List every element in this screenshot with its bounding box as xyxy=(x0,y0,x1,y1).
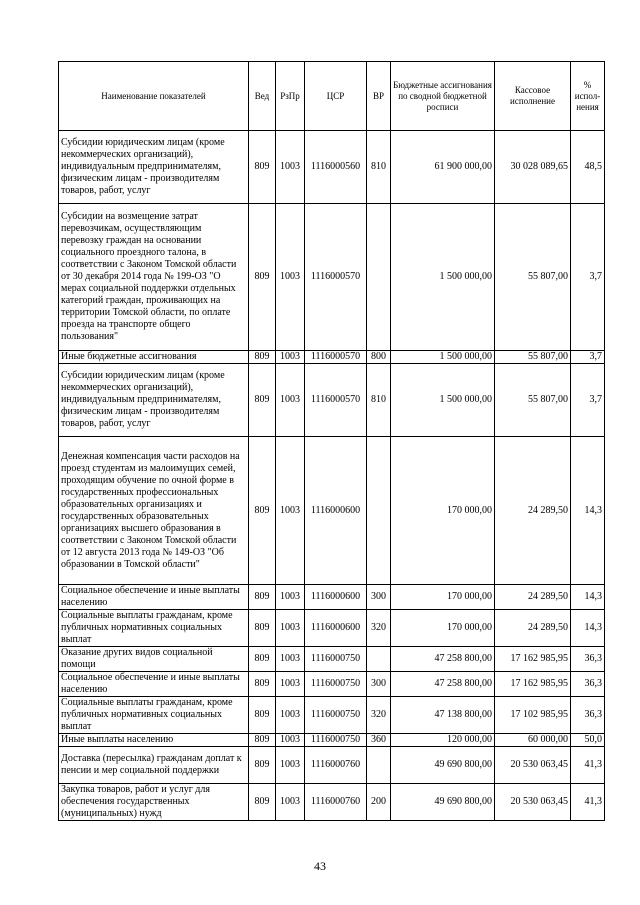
row-ved: 809 xyxy=(249,585,276,610)
row-cash: 20 530 063,45 xyxy=(495,747,571,784)
row-percent: 41,3 xyxy=(571,784,605,821)
row-csr: 1116000750 xyxy=(305,672,367,697)
row-rzpr: 1003 xyxy=(276,131,305,204)
row-vr: 360 xyxy=(367,734,391,747)
row-ved: 809 xyxy=(249,204,276,351)
row-rzpr: 1003 xyxy=(276,585,305,610)
row-percent: 50,0 xyxy=(571,734,605,747)
row-budget: 47 258 800,00 xyxy=(391,647,495,672)
table-row xyxy=(59,351,605,364)
row-vr: 320 xyxy=(367,697,391,734)
row-percent: 14,3 xyxy=(571,610,605,647)
row-rzpr: 1003 xyxy=(276,734,305,747)
row-rzpr: 1003 xyxy=(276,747,305,784)
row-budget: 61 900 000,00 xyxy=(391,131,495,204)
row-rzpr: 1003 xyxy=(276,784,305,821)
row-name: Социальные выплаты гражданам, кроме публичных нормативных социальных выплат xyxy=(59,697,249,734)
row-budget: 49 690 800,00 xyxy=(391,747,495,784)
row-ved: 809 xyxy=(249,131,276,204)
header-csr: ЦСР xyxy=(305,62,367,131)
row-vr: 300 xyxy=(367,672,391,697)
row-vr: 810 xyxy=(367,364,391,437)
table-row xyxy=(59,747,605,784)
row-csr: 1116000750 xyxy=(305,697,367,734)
row-cash: 55 807,00 xyxy=(495,204,571,351)
table-row xyxy=(59,131,605,204)
row-ved: 809 xyxy=(249,734,276,747)
table-row xyxy=(59,585,605,610)
row-cash: 24 289,50 xyxy=(495,585,571,610)
row-cash: 55 807,00 xyxy=(495,364,571,437)
row-name: Социальные выплаты гражданам, кроме публичных нормативных социальных выплат xyxy=(59,610,249,647)
row-vr: 800 xyxy=(367,351,391,364)
row-rzpr: 1003 xyxy=(276,647,305,672)
row-percent: 3,7 xyxy=(571,204,605,351)
row-cash: 17 102 985,95 xyxy=(495,697,571,734)
table-row xyxy=(59,610,605,647)
header-ved: Вед xyxy=(249,62,276,131)
header-budget: Бюджетные ассигнования по сводной бюджетной росписи xyxy=(391,62,495,131)
row-percent: 14,3 xyxy=(571,585,605,610)
row-csr: 1116000750 xyxy=(305,647,367,672)
row-vr xyxy=(367,747,391,784)
row-name: Закупка товаров, работ и услуг для обеспечения государственных (муниципальных) нужд xyxy=(59,784,249,821)
row-budget: 170 000,00 xyxy=(391,585,495,610)
row-ved: 809 xyxy=(249,672,276,697)
table-row xyxy=(59,204,605,351)
row-percent: 36,3 xyxy=(571,647,605,672)
table-row xyxy=(59,364,605,437)
row-rzpr: 1003 xyxy=(276,672,305,697)
row-cash: 17 162 985,95 xyxy=(495,672,571,697)
row-rzpr: 1003 xyxy=(276,697,305,734)
table-row xyxy=(59,697,605,734)
budget-execution-table xyxy=(58,61,605,821)
row-csr: 1116000570 xyxy=(305,204,367,351)
table-header-row xyxy=(59,62,605,131)
row-csr: 1116000750 xyxy=(305,734,367,747)
row-name: Иные выплаты населению xyxy=(59,734,249,747)
page-number: 43 xyxy=(314,859,326,873)
row-cash: 24 289,50 xyxy=(495,437,571,585)
row-percent: 3,7 xyxy=(571,364,605,437)
row-cash: 24 289,50 xyxy=(495,610,571,647)
row-percent: 41,3 xyxy=(571,747,605,784)
table-row xyxy=(59,672,605,697)
table-row xyxy=(59,437,605,585)
row-name: Доставка (пересылка) гражданам доплат к пенсии и мер социальной поддержки xyxy=(59,747,249,784)
row-cash: 17 162 985,95 xyxy=(495,647,571,672)
row-ved: 809 xyxy=(249,697,276,734)
row-percent: 3,7 xyxy=(571,351,605,364)
table-row xyxy=(59,734,605,747)
row-cash: 30 028 089,65 xyxy=(495,131,571,204)
row-vr xyxy=(367,204,391,351)
row-percent: 36,3 xyxy=(571,672,605,697)
row-budget: 1 500 000,00 xyxy=(391,364,495,437)
table-row xyxy=(59,647,605,672)
row-percent: 36,3 xyxy=(571,697,605,734)
header-rzpr: РзПр xyxy=(276,62,305,131)
row-vr xyxy=(367,437,391,585)
row-budget: 47 138 800,00 xyxy=(391,697,495,734)
row-budget: 1 500 000,00 xyxy=(391,351,495,364)
row-name: Субсидии на возмещение затрат перевозчикам, осуществляющим перевозку граждан на основании социального проездного талона, в соответствии с Законом Томской области от 30 декабря 2014 года № 199-ОЗ "О мерах социальной поддержки отдельных категорий граждан, проживающих на территории Томской области, по оплате проезда на транспорте общего пользования" xyxy=(59,204,249,351)
row-rzpr: 1003 xyxy=(276,437,305,585)
row-csr: 1116000600 xyxy=(305,585,367,610)
row-percent: 48,5 xyxy=(571,131,605,204)
row-name: Оказание других видов социальной помощи xyxy=(59,647,249,672)
row-vr xyxy=(367,647,391,672)
row-csr: 1116000760 xyxy=(305,747,367,784)
row-csr: 1116000600 xyxy=(305,610,367,647)
row-ved: 809 xyxy=(249,747,276,784)
row-cash: 60 000,00 xyxy=(495,734,571,747)
header-cash: Кассовое исполнение xyxy=(495,62,571,131)
row-ved: 809 xyxy=(249,784,276,821)
row-cash: 55 807,00 xyxy=(495,351,571,364)
row-csr: 1116000760 xyxy=(305,784,367,821)
row-ved: 809 xyxy=(249,647,276,672)
row-name: Субсидии юридическим лицам (кроме некоммерческих организаций), индивидуальным предпринимателям, физическим лицам - производителям товаров, работ, услуг xyxy=(59,364,249,437)
row-budget: 1 500 000,00 xyxy=(391,204,495,351)
row-name: Субсидии юридическим лицам (кроме некоммерческих организаций), индивидуальным предпринимателям, физическим лицам - производителям товаров, работ, услуг xyxy=(59,131,249,204)
row-csr: 1116000570 xyxy=(305,351,367,364)
row-budget: 49 690 800,00 xyxy=(391,784,495,821)
row-csr: 1116000600 xyxy=(305,437,367,585)
row-ved: 809 xyxy=(249,437,276,585)
row-csr: 1116000570 xyxy=(305,364,367,437)
row-vr: 320 xyxy=(367,610,391,647)
header-vr: ВР xyxy=(367,62,391,131)
row-name: Социальное обеспечение и иные выплаты населению xyxy=(59,672,249,697)
row-rzpr: 1003 xyxy=(276,610,305,647)
row-vr: 810 xyxy=(367,131,391,204)
row-csr: 1116000560 xyxy=(305,131,367,204)
row-rzpr: 1003 xyxy=(276,364,305,437)
row-name: Денежная компенсация части расходов на проезд студентам из малоимущих семей, проходящим обучение по очной форме в государственных профессиональных образовательных организациях и государственных образовательных организациях высшего образования в соответствии с Законом Томской области от 12 августа 2013 года № 149-ОЗ "Об образовании в Томской области" xyxy=(59,437,249,585)
table-row xyxy=(59,784,605,821)
row-budget: 170 000,00 xyxy=(391,610,495,647)
row-budget: 47 258 800,00 xyxy=(391,672,495,697)
header-percent: % испол-нения xyxy=(571,62,605,131)
row-vr: 300 xyxy=(367,585,391,610)
row-percent: 14,3 xyxy=(571,437,605,585)
header-name: Наименование показателей xyxy=(59,62,249,131)
row-rzpr: 1003 xyxy=(276,351,305,364)
row-ved: 809 xyxy=(249,364,276,437)
row-budget: 120 000,00 xyxy=(391,734,495,747)
row-budget: 170 000,00 xyxy=(391,437,495,585)
row-cash: 20 530 063,45 xyxy=(495,784,571,821)
row-rzpr: 1003 xyxy=(276,204,305,351)
row-ved: 809 xyxy=(249,351,276,364)
row-vr: 200 xyxy=(367,784,391,821)
row-ved: 809 xyxy=(249,610,276,647)
row-name: Иные бюджетные ассигнования xyxy=(59,351,249,364)
row-name: Социальное обеспечение и иные выплаты населению xyxy=(59,585,249,610)
